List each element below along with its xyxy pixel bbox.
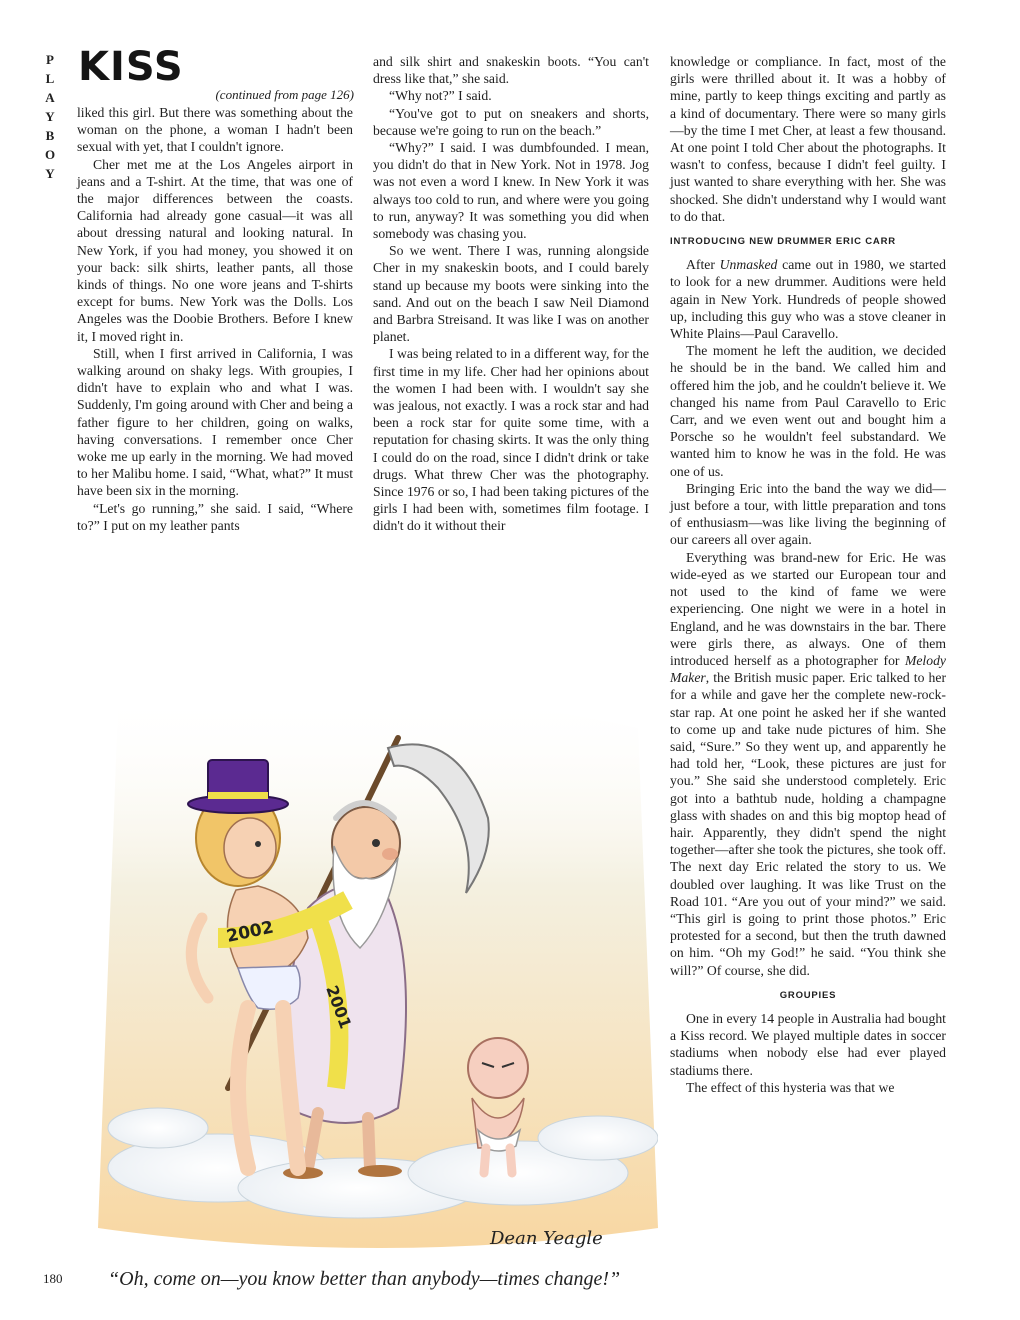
sash-new-year: 2002 — [224, 917, 276, 947]
subhead-groupies: GROUPIES — [779, 989, 837, 1001]
magazine-letter: O — [44, 147, 56, 162]
text-column-1 — [77, 104, 353, 534]
paragraph: The moment he left the audition, we decided he should be in the band. We called him and offered him the job, and he couldn't believe it. We changed his name from Paul Caravello to Eric Carr, and we even went out and bought him a Porsche so he wouldn't feel substandard. We wanted him to know he was in the fold. He was one of us. — [670, 343, 946, 479]
paragraph: I was being related to in a different way, for the first time in my life. Cher had her opinions about the women I had been with. I wouldn't say she was jealous, not exactly. I was a rock star and had been a rock star for quite some time, with a reputation for chasing skirts. It was the only thing I could do on the road, since I didn't drink or take drugs. What threw Cher was the photography. Since 1976 or so, I had been taking pictures of the girls I had been with, sometimes film footage. I didn't do it without their — [373, 346, 649, 534]
magazine-letter: B — [45, 128, 55, 143]
paragraph: and silk shirt and snakeskin boots. “You can't dress like that,” she said. — [373, 54, 649, 87]
subhead-eric-carr: INTRODUCING NEW DRUMMER ERIC CARR — [670, 236, 896, 248]
paragraph: “You've got to put on sneakers and shorts, because we're going to run on the beach.” — [373, 105, 649, 138]
text-column-3 — [670, 53, 946, 1096]
cartoon-caption: “Oh, come on—you know better than anybody—times change!” — [108, 1268, 621, 1290]
magazine-letter: A — [45, 90, 55, 105]
paragraph: After Unmasked came out in 1980, we started to look for a new drummer. Auditions were held again in New York. Hundreds of people showed up, including this guy who was a stove cleaner in White Plains—Paul Caravello. — [670, 257, 946, 342]
magazine-letter: L — [45, 71, 55, 86]
paragraph: “Why?” I said. I was dumbfounded. I mean, you didn't do that in New York. Not in 1978. Jog was not even a word I knew. In New York it was always too cold to run, and where were you going to run, anyway? It was something you did when somebody was chasing you. — [373, 140, 649, 242]
text-column-2 — [373, 53, 649, 535]
paragraph: Still, when I first arrived in California, I was walking around on shaky legs. With groupies, I didn't have to explain who and what I was. Suddenly, I'm going around with Cher and being a father figure to her children, going on walks, having conversations. I remember once Cher woke me up early in the morning. We had moved to her Malibu home. I said, “What, what?” It must have been six in the morning. — [77, 345, 353, 499]
page-number: 180 — [43, 1271, 63, 1286]
article-title: KISS — [78, 44, 184, 90]
sash-old-year: 2001 — [322, 982, 356, 1032]
paragraph: The effect of this hysteria was that we — [686, 1079, 895, 1095]
paragraph: Cher met me at the Los Angeles airport in jeans and a T-shirt. At the time, that was one of the major differences between the coasts. California had already gone casual—it was all about dressing natural and looking natural. In New York, if you had money, you showed it on your back: silk shirts, leather pants, all those kinds of things. No one wore jeans and T-shirts except for bums. New York was the Dolls. Los Angeles was the Doobie Brothers. Before I knew it, I moved right in. — [77, 156, 353, 344]
paragraph: One in every 14 people in Australia had bought a Kiss record. We played multiple dates in soccer stadiums when nobody else had ever played stadiums there. — [670, 1010, 946, 1078]
paragraph: knowledge or compliance. In fact, most of the girls were thrilled about it. It was a hobby of mine, partly to keep things exciting and partly as a kind of documentary. There were so many girls—by the time I met Cher, at least a few thousand. At one point I told Cher about the photographs. It wasn't to confess, because I didn't feel guilty. I just wanted to share everything with her. She was shocked. She didn't understand why I would want to do that. — [670, 54, 946, 224]
magazine-letter: Y — [45, 109, 55, 124]
cartoon-illustration — [98, 668, 658, 1258]
magazine-letter: Y — [45, 166, 55, 181]
magazine-letter: P — [46, 52, 54, 67]
paragraph: “Why not?” I said. — [389, 88, 492, 104]
paragraph: So we went. There I was, running alongside Cher in my snakeskin boots, and I could barely stand up because my boots were sinking into the sand. And out on the beach I saw Neil Diamond and Barbra Streisand. It was like I was on another planet. — [373, 243, 649, 345]
magazine-name-vertical — [40, 50, 60, 183]
artist-signature: Dean Yeagle — [490, 1228, 603, 1249]
continued-note: (continued from page 126) — [215, 87, 354, 102]
paragraph: Everything was brand-new for Eric. He was wide-eyed as we started our European tour and not used to the kind of fame we were experiencing. One night we were in a hotel in England, and he was downstairs in the bar. There were girls there, as always. One of them introduced herself as a photographer for Melody Maker, the British music paper. Eric talked to her for a while and gave her the complete new-rock-star rap. At one point he asked her if she wanted to come up and take nude pictures of him. She said, “Sure.” So they went up, and apparently he had told her, “Look, these pictures are just for you.” She said she understood completely. Eric got into a bathtub nude, holding a champagne glass with shades on and this big moptop head of hair. Apparently, they didn't spend the night together—after she took the pictures, she took off. The next day Eric related the story to us. We doubled over laughing. It was like Trust on the Road 101. “Are you out of your mind?” we said. “This girl is going to print those photos.” Eric protested for a second, but then the truth dawned on him. “Oh my God!” he said. “You think she will?” Of course, she did. — [670, 549, 946, 978]
paragraph: liked this girl. But there was something about the woman on the phone, a woman I hadn't been sexual with yet, that I couldn't ignore. — [77, 105, 353, 155]
paragraph: “Let's go running,” she said. I said, “Where to?” I put on my leather pants — [77, 500, 353, 533]
paragraph: Bringing Eric into the band the way we did—just before a tour, with little preparation and tons of enthusiasm—was like living the beginning of our careers all over again. — [670, 480, 946, 548]
